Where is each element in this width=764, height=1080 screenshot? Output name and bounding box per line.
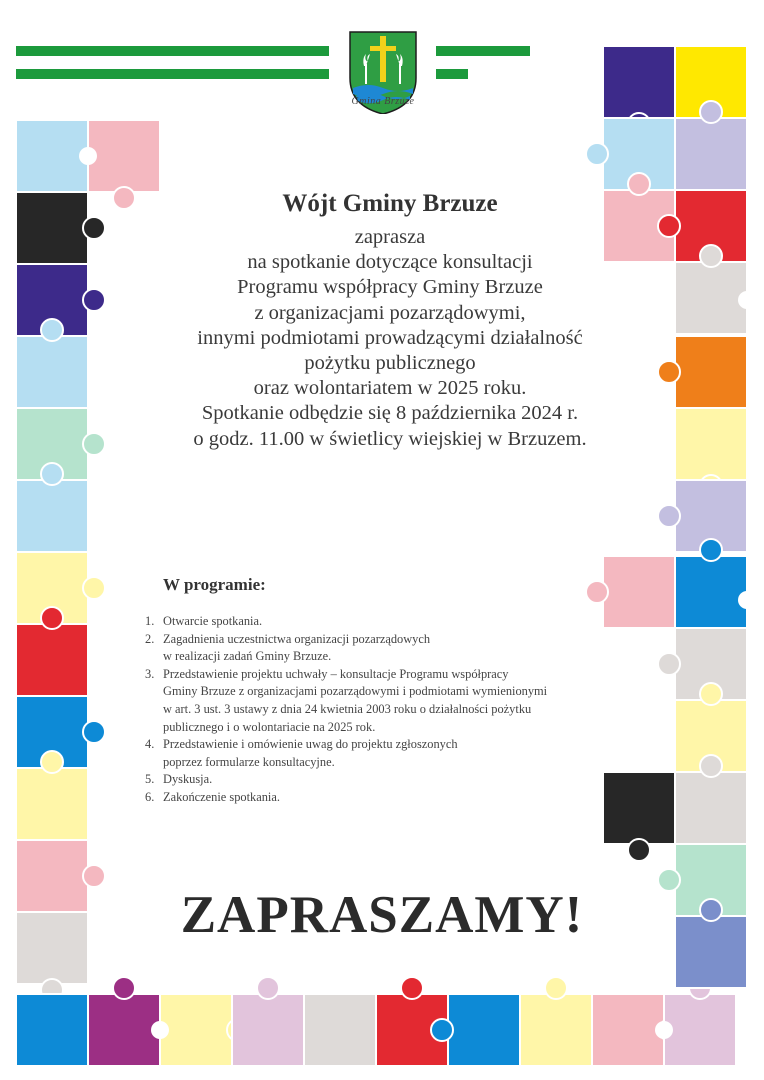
item-text: Dyskusja.: [163, 772, 213, 787]
puzzle-piece: [658, 336, 747, 408]
item-text: Przedstawienie projektu uchwały – konsultacje Programu współpracy: [163, 666, 509, 681]
puzzle-piece: [520, 977, 592, 1066]
puzzle-piece: [658, 480, 747, 552]
puzzle-notch: [738, 291, 756, 309]
meeting-date-line: Spotkanie odbędzie się 8 października 2024 r.: [201, 402, 579, 425]
invitation-line: oraz wolontariatem w 2025 roku.: [253, 377, 527, 400]
program-section: [145, 575, 605, 807]
program-item: [145, 789, 605, 807]
invitation-line: innymi podmiotami prowadzącymi działalność: [197, 326, 583, 349]
item-text: Przedstawienie i omówienie uwag do projektu zgłoszonych: [163, 737, 458, 752]
item-text: Zakończenie spotkania.: [163, 789, 280, 804]
puzzle-notch: [738, 591, 756, 609]
item-text: Zagadnienia uczestnictwa organizacji pozarządowych: [163, 631, 431, 646]
puzzle-notch: [79, 147, 97, 165]
invitation-line: na spotkanie dotyczące konsultacji: [247, 251, 533, 274]
item-text: Gminy Brzuze z organizacjami pozarządowymi i podmiotami wymienionymi: [163, 684, 548, 699]
invitation-line: Programu współpracy Gminy Brzuze: [237, 276, 543, 299]
item-number: 6.: [145, 789, 155, 804]
item-number: 5.: [145, 772, 155, 787]
program-item: [145, 666, 605, 736]
item-text: Otwarcie spotkania.: [163, 614, 263, 628]
puzzle-piece: [232, 977, 304, 1066]
invitation-line: pożytku publicznego: [304, 352, 476, 375]
puzzle-notch: [151, 1021, 169, 1039]
puzzle-piece: [88, 977, 160, 1066]
invitation-title: Wójt Gminy Brzuze: [282, 190, 498, 217]
crest-caption: Gmina Brzuze: [351, 96, 415, 107]
program-heading: W programie:: [163, 575, 266, 594]
puzzle-piece: [16, 192, 105, 264]
item-number: 3.: [145, 666, 155, 681]
puzzle-piece: [16, 994, 88, 1066]
invitation-line: zaprasza: [354, 226, 426, 248]
item-text: poprzez formularze konsultacyjne.: [163, 754, 335, 769]
item-number: 1.: [145, 614, 155, 628]
program-item: [145, 771, 605, 789]
program-item: [145, 736, 605, 771]
closing-headline: ZAPRASZAMY!: [180, 886, 584, 944]
item-text: publicznego i o wolontariacie na 2025 rok.: [163, 719, 376, 734]
puzzle-notch: [655, 1021, 673, 1039]
puzzle-piece: [304, 994, 376, 1066]
program-list: [145, 613, 605, 807]
item-text: w realizacji zadań Gminy Brzuze.: [163, 649, 332, 664]
invitation-line: z organizacjami pozarządowymi,: [254, 301, 526, 324]
invitation-block: [150, 190, 630, 452]
item-text: w art. 3 ust. 3 ustawy z dnia 24 kwietnia 2003 roku o działalności pożytku: [163, 701, 532, 716]
meeting-place-line: o godz. 11.00 w świetlicy wiejskiej w Brzuzem.: [193, 427, 587, 450]
puzzle-piece: [664, 977, 736, 1066]
program-item: [145, 631, 605, 666]
program-item: [145, 613, 605, 631]
puzzle-piece: [16, 120, 88, 192]
puzzle-piece: [603, 772, 675, 861]
item-number: 2.: [145, 631, 155, 646]
item-number: 4.: [145, 737, 155, 752]
